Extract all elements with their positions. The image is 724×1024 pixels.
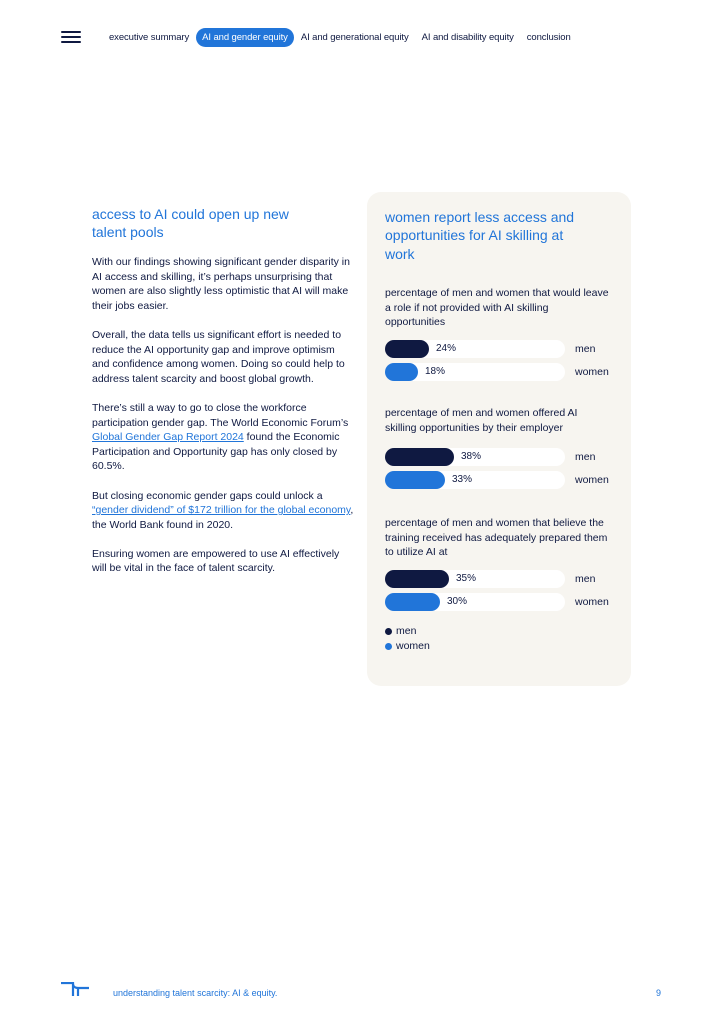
- bar-track: [385, 340, 565, 358]
- legend-item-men: [385, 624, 430, 639]
- series-label: men: [575, 343, 596, 355]
- group-title: percentage of men and women that believe the training received has adequately prepared them to utilize AI at: [385, 517, 608, 559]
- chart-legend: [385, 624, 430, 654]
- bar-value-label: 18%: [425, 366, 446, 377]
- bar-men: [385, 448, 454, 466]
- paragraph-4: [92, 489, 354, 533]
- legend-label-men: men: [396, 625, 417, 637]
- bar-women: [385, 471, 445, 489]
- tab-conclusion[interactable]: conclusion: [526, 31, 571, 43]
- series-label: men: [575, 451, 596, 463]
- paragraph-4-text-b: , the World Bank found in 2020.: [92, 504, 354, 531]
- series-label: women: [575, 474, 609, 486]
- bar-track: [385, 570, 565, 588]
- bar-women: [385, 363, 418, 381]
- paragraph-3-text-b: found the Economic Participation and Opportunity gap has only closed by 60.5%.: [92, 431, 340, 473]
- series-label: men: [575, 573, 596, 585]
- legend-item-women: [385, 639, 430, 654]
- chart-card: [367, 192, 631, 686]
- randstad-logo-icon: [61, 982, 89, 996]
- bar-track: [385, 363, 565, 381]
- group-title: percentage of men and women that would leave a role if not provided with AI skilling opportunities: [385, 287, 609, 329]
- tab-executive-summary[interactable]: executive summary: [109, 31, 190, 43]
- series-label: women: [575, 366, 609, 378]
- series-label: women: [575, 596, 609, 608]
- paragraph-3: [92, 401, 354, 474]
- gender-dividend-link[interactable]: “gender dividend” of $172 trillion for the global economy: [92, 504, 351, 517]
- tab-ai-generational-equity[interactable]: AI and generational equity: [300, 31, 409, 43]
- bar-men: [385, 340, 429, 358]
- paragraph-1: With our findings showing significant gender disparity in AI access and skilling, it’s perhaps unsurprising that women are also slightly less optimistic that AI will make their jobs easier.: [92, 256, 350, 312]
- bar-value-label: 33%: [452, 474, 473, 485]
- legend-label-women: women: [396, 640, 430, 652]
- page-number: 9: [656, 988, 662, 998]
- tab-ai-gender-equity[interactable]: AI and gender equity: [196, 28, 294, 47]
- chart-title: women report less access and opportunities for AI skilling at work: [385, 209, 575, 262]
- menu-icon[interactable]: [61, 31, 81, 45]
- footer-title: understanding talent scarcity: AI & equity.: [113, 988, 278, 998]
- legend-dot-men: [385, 628, 392, 635]
- paragraph-5: Ensuring women are empowered to use AI effectively will be vital in the face of talent scarcity.: [92, 547, 340, 575]
- section-heading: access to AI could open up new talent pools: [92, 206, 289, 240]
- paragraph-3-text-a: There’s still a way to go to close the workforce participation gender gap. The World Economic Forum’s: [92, 401, 349, 429]
- tab-ai-disability-equity[interactable]: AI and disability equity: [421, 31, 514, 43]
- paragraph-4-text-a: But closing economic gender gaps could unlock a: [92, 489, 323, 502]
- article-column: [92, 205, 354, 591]
- bar-value-label: 38%: [461, 451, 482, 462]
- top-nav: [103, 27, 578, 47]
- bar-value-label: 30%: [447, 596, 468, 607]
- bar-women: [385, 593, 440, 611]
- bar-men: [385, 570, 449, 588]
- bar-value-label: 24%: [436, 343, 457, 354]
- bar-value-label: 35%: [456, 573, 477, 584]
- paragraph-2: Overall, the data tells us significant effort is needed to reduce the AI opportunity gap and improve optimism and confidence among women. Doing so could help to address talent scarcity and boost global growth.: [92, 328, 345, 385]
- group-title: percentage of men and women offered AI skilling opportunities by their employer: [385, 407, 578, 434]
- gender-gap-report-link[interactable]: Global Gender Gap Report 2024: [92, 431, 244, 444]
- bar-track: [385, 448, 565, 466]
- bar-track: [385, 593, 565, 611]
- legend-dot-women: [385, 643, 392, 650]
- bar-track: [385, 471, 565, 489]
